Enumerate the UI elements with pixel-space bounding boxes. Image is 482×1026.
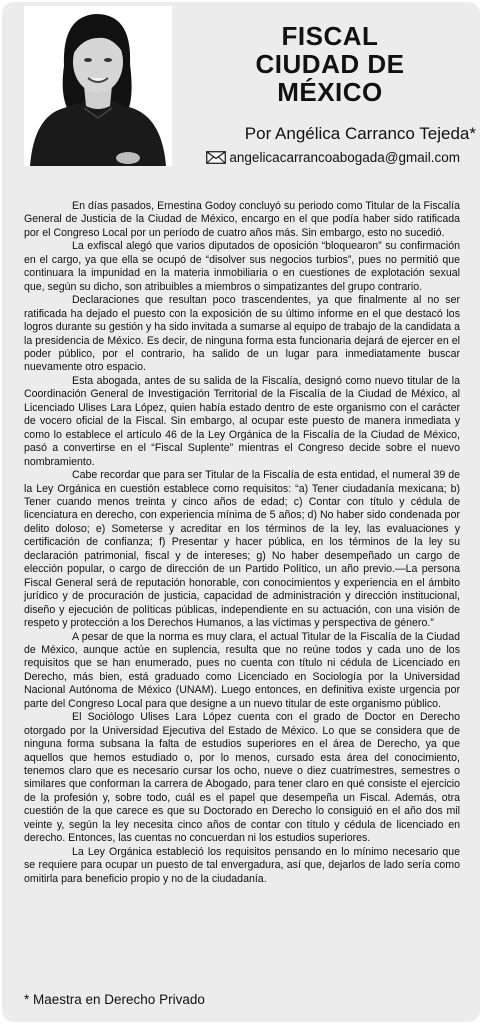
paragraph-7: El Sociólogo Ulises Lara López cuenta con el grado de Doctor en Derecho otorgado por la Universidad Ejecutiva del Estado de México. Lo que se considera que de ninguna forma subsana la falta de estudios superiores en el área de Derecho, ya que aquellos que hemos estudiado o, por lo menos, cursado esta área del conocimiento, tenemos claro que es necesario cursar los ocho, nueve o diez cuatrimestres, semestres o similares que conforman la carrera de Abogado, para tener claro en qué consiste el ejercicio de la profesión y, sobre todo, cuál es el papel que desempeña un Fiscal. Además, otra cuestión de la que carece es que su Doctorado en Derecho lo consiguió en el año dos mil veinte y, según la ley necesita cinco años de contar con título y cédula de licenciado en derecho. Entonces, las cuentas no concuerdan ni los estudios superiores. xyxy=(24,711,460,845)
author-footnote: * Maestra en Derecho Privado xyxy=(24,992,205,1007)
author-photo xyxy=(24,6,172,166)
paragraph-3: Declaraciones que resultan poco trascendentes, ya que finalmente al no ser ratificada ha dejado el puesto con la exposición de su último informe en el que destacó los logros durante su gestión y ha sido invitada a sumarse al equipo de trabajo de la candidata a la presidencia de México. Es decir, de ninguna forma esta funcionaria dejará de ejercer en el poder público, por el contrario, ha salido de un lugar para inmediatamente buscar nuevamente otro espacio. xyxy=(24,294,460,374)
author-portrait xyxy=(24,6,172,166)
paragraph-8: La Ley Orgánica estableció los requisitos pensando en lo mínimo necesario que se requiere para ocupar un puesto de tal envergadura, así que, dejarlos de lado sería como omitirla para beneficio propio y no de la ciudadanía. xyxy=(24,845,460,885)
author-byline: Por Angélica Carranco Tejeda* xyxy=(244,124,476,143)
title-block xyxy=(182,22,478,106)
paragraph-1: En días pasados, Ernestina Godoy concluyó su periodo como Titular de la Fiscalía General de Justicia de la Ciudad de México, encargo en el que podía haber sido ratificada por el Congreso Local por un período de cuatro años más. Sin embargo, esto no sucedió. xyxy=(24,200,460,239)
title-line-2: CIUDAD DE xyxy=(255,49,405,79)
title-line-3: MÉXICO xyxy=(277,77,383,107)
article-body xyxy=(24,200,460,886)
paragraph-5: Cabe recordar que para ser Titular de la Fiscalía de esta entidad, el numeral 39 de la Ley Orgánica en cuestión establece como requisitos: “a) Tener ciudadanía mexicana; b) Tener cuando menos treinta y cinco años de edad; c) Contar con título y cédula de licenciatura en derecho, con experiencia mínima de 5 años; d) No haber sido condenada por delito doloso; e) Someterse y acreditar en los términos de la ley, las evaluaciones y certificación de confianza; f) Presentar y hacer pública, en los términos de la ley su declaración patrimonial, fiscal y de intereses; g) No haber desempeñado un cargo de elección popular, o cargo de dirección de un Partido Político, un año previo.—La persona Fiscal General será de reputación honorable, con conocimientos y experiencia en el ámbito jurídico y de procuración de justicia, capacidad de administración y dirección institucional, diseño y ejecución de políticas públicas, independiente en su actuación, con una visión de respeto y protección a los Derechos Humanos, a las víctimas y perspectiva de género.” xyxy=(24,469,460,630)
envelope-icon xyxy=(206,151,226,164)
author-email[interactable]: angelicacarrancoabogada@gmail.com xyxy=(229,150,460,165)
paragraph-2: La exfiscal alegó que varios diputados de oposición “bloquearon” su confirmación en el cargo, ya que ella se ocupó de “disolver sus negocios turbios”, pues no permitió que continuara la impunidad en la materia inmobiliaria o en cuestiones de explotación sexual que, según su dicho, son atribuibles a miembros o simpatizantes del grupo contrario. xyxy=(24,240,460,293)
title-line-1: FISCAL xyxy=(281,21,379,51)
author-email-row xyxy=(182,150,460,165)
column-page xyxy=(2,2,480,1022)
paragraph-4: Esta abogada, antes de su salida de la Fiscalía, designó como nuevo titular de la Coordinación General de Investigación Territorial de la Fiscalía de la Ciudad de México, al Licenciado Ulises Lara López, quien había estado dentro de este organismo con el carácter de vocero oficial de la Fiscal. Sin embargo, al ocupar este puesto de manera inmediata y como lo establece el artículo 46 de la Ley Orgánica de la Fiscalía de la Ciudad de México, pasó a convertirse en el “Fiscal Suplente” mientras el Congreso decide sobre el nuevo nombramiento. xyxy=(24,374,460,468)
paragraph-6: A pesar de que la norma es muy clara, el actual Titular de la Fiscalía de la Ciudad de México, aunque actúe en suplencia, resulta que no reúne todos y cada uno de los requisitos que se han enumerado, pues no cuenta con título ni cédula de Licenciado en Derecho, más bien, está graduado como Licenciado en Sociología por la Universidad Nacional Autónoma de México (UNAM). Luego entonces, en definitiva existe urgencia por parte del Congreso Local para que designe a un nuevo titular de este organismo público. xyxy=(24,630,460,710)
